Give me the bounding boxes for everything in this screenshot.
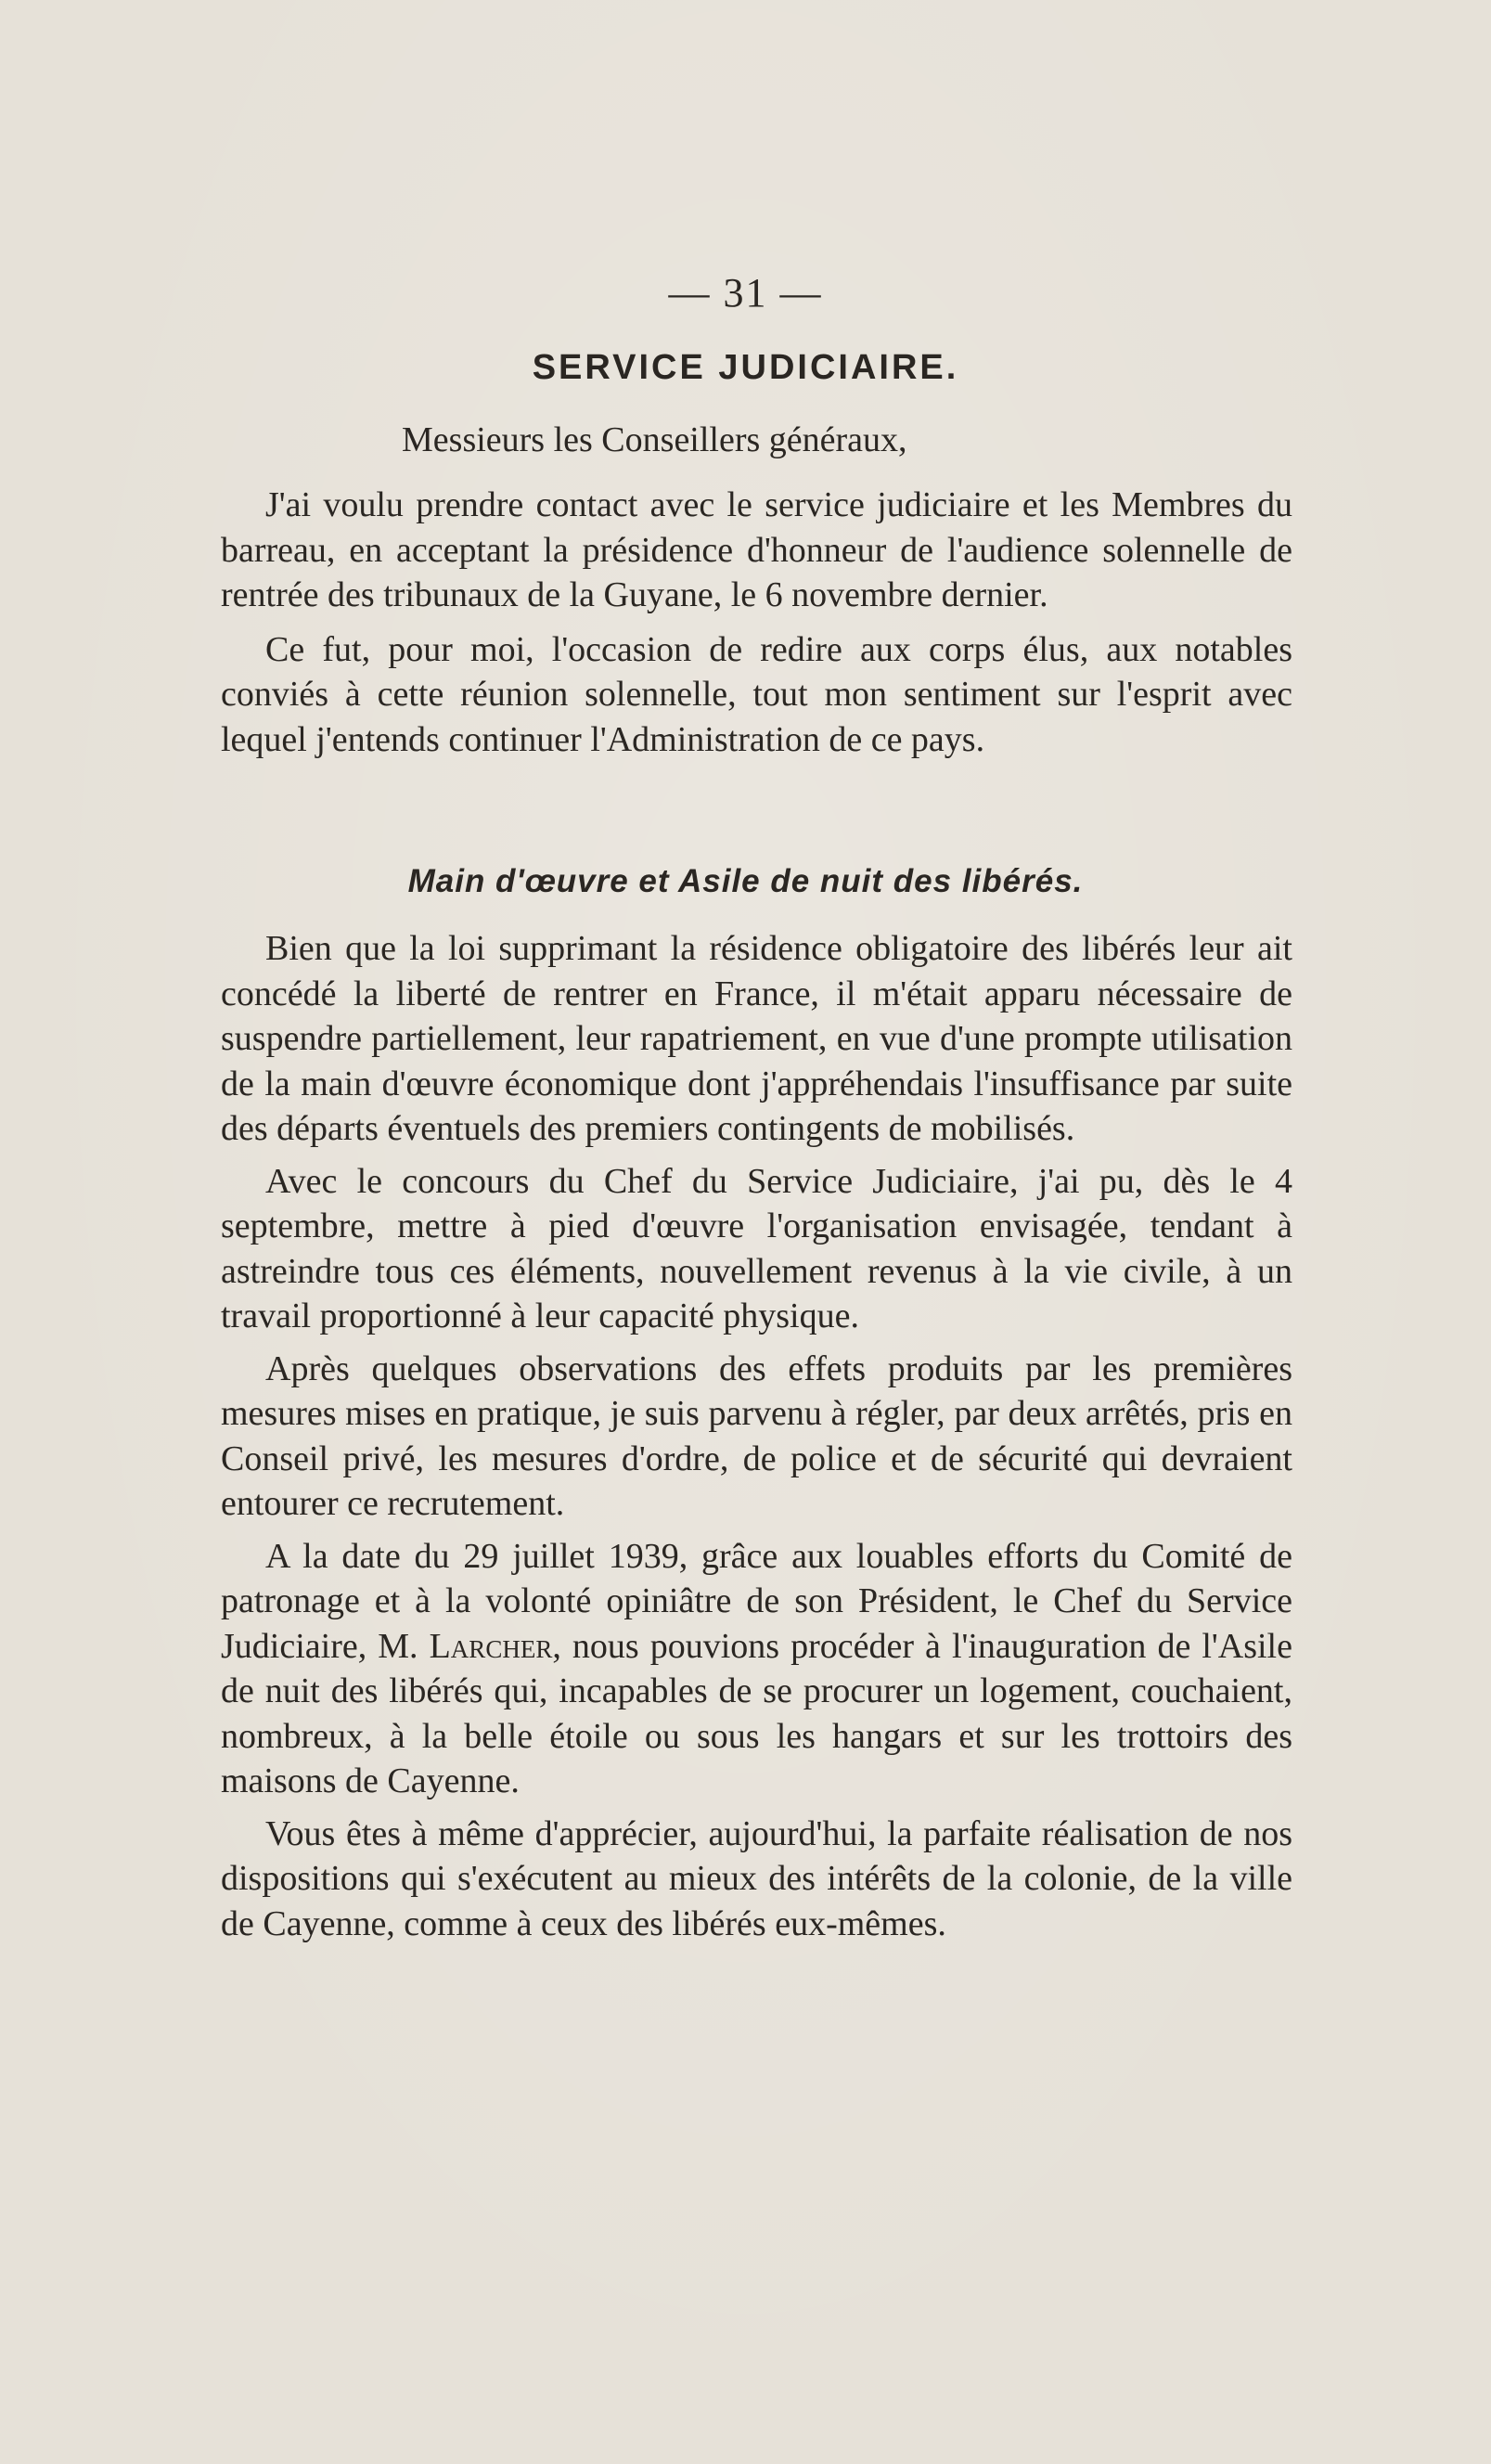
paragraph-mesures: Après quelques observations des effets produits par les premières mesures mises en pratique, je suis parvenu à régler, par deux arrêtés, pris en Conseil privé, les mesures d'ordre, de police et de sécurité qui devraient entourer ce recrutement. xyxy=(221,1348,1292,1523)
section-title: SERVICE JUDICIAIRE. xyxy=(532,348,959,387)
asile-text-start: A la date du 29 juillet 1939, grâce aux louables efforts du Comité de patronage et à la volonté opiniâtre de son Président, le Chef du Service Judiciaire, M. xyxy=(221,1536,1292,1666)
intro-text xyxy=(221,483,1292,762)
paragraph-corps-elus: Ce fut, pour moi, l'occasion de redire aux corps élus, aux notables conviés à cette réunion solennelle, tout mon sentiment sur l'esprit avec lequel j'entends continuer l'Administration de ce pays. xyxy=(221,629,1292,759)
page-number: — 31 — xyxy=(668,270,823,316)
body-text xyxy=(221,926,1292,1946)
paragraph-audience: J'ai voulu prendre contact avec le service judiciaire et les Membres du barreau, en acceptant la présidence d'honneur de l'audience solennelle de rentrée des tribunaux de la Guyane, le 6 novembre dernier. xyxy=(221,485,1292,614)
paragraph-conclusion: Vous êtes à même d'apprécier, aujourd'hui, la parfaite réalisation de nos dispositions qui s'exécutent au mieux des intérêts de la colonie, de la ville de Cayenne, comme à ceux des libérés eux-mêmes. xyxy=(221,1813,1292,1943)
asile-text-end: , nous pouvions procéder à l'inauguration de l'Asile de nuit des libérés qui, incapables de se procurer un logement, couchaient, nombreux, à la belle étoile ou sous les hangars et sur les trottoirs des maisons de Cayenne. xyxy=(221,1626,1292,1800)
subheading: Main d'œuvre et Asile de nuit des libérés. xyxy=(407,863,1084,899)
paragraph-asile xyxy=(221,1534,1292,1804)
paragraph-main-oeuvre: Bien que la loi supprimant la résidence obligatoire des libérés leur ait concédé la liberté de rentrer en France, il m'était apparu nécessaire de suspendre partiellement, leur rapatriement, en vue d'une prompte utilisation de la main d'œuvre économique dont j'appréhendais l'insuffisance par suite des départs éventuels des premiers contingents de mobilisés. xyxy=(221,929,1292,1148)
name-larcher: Larcher xyxy=(429,1626,553,1666)
paragraph-concours: Avec le concours du Chef du Service Judiciaire, j'ai pu, dès le 4 septembre, mettre à pied d'œuvre l'organisation envisagée, tendant à astreindre tous ces éléments, nouvellement revenus à la vie civile, à un travail proportionné à leur capacité physique. xyxy=(221,1161,1292,1335)
salutation: Messieurs les Conseillers généraux, xyxy=(402,420,907,459)
